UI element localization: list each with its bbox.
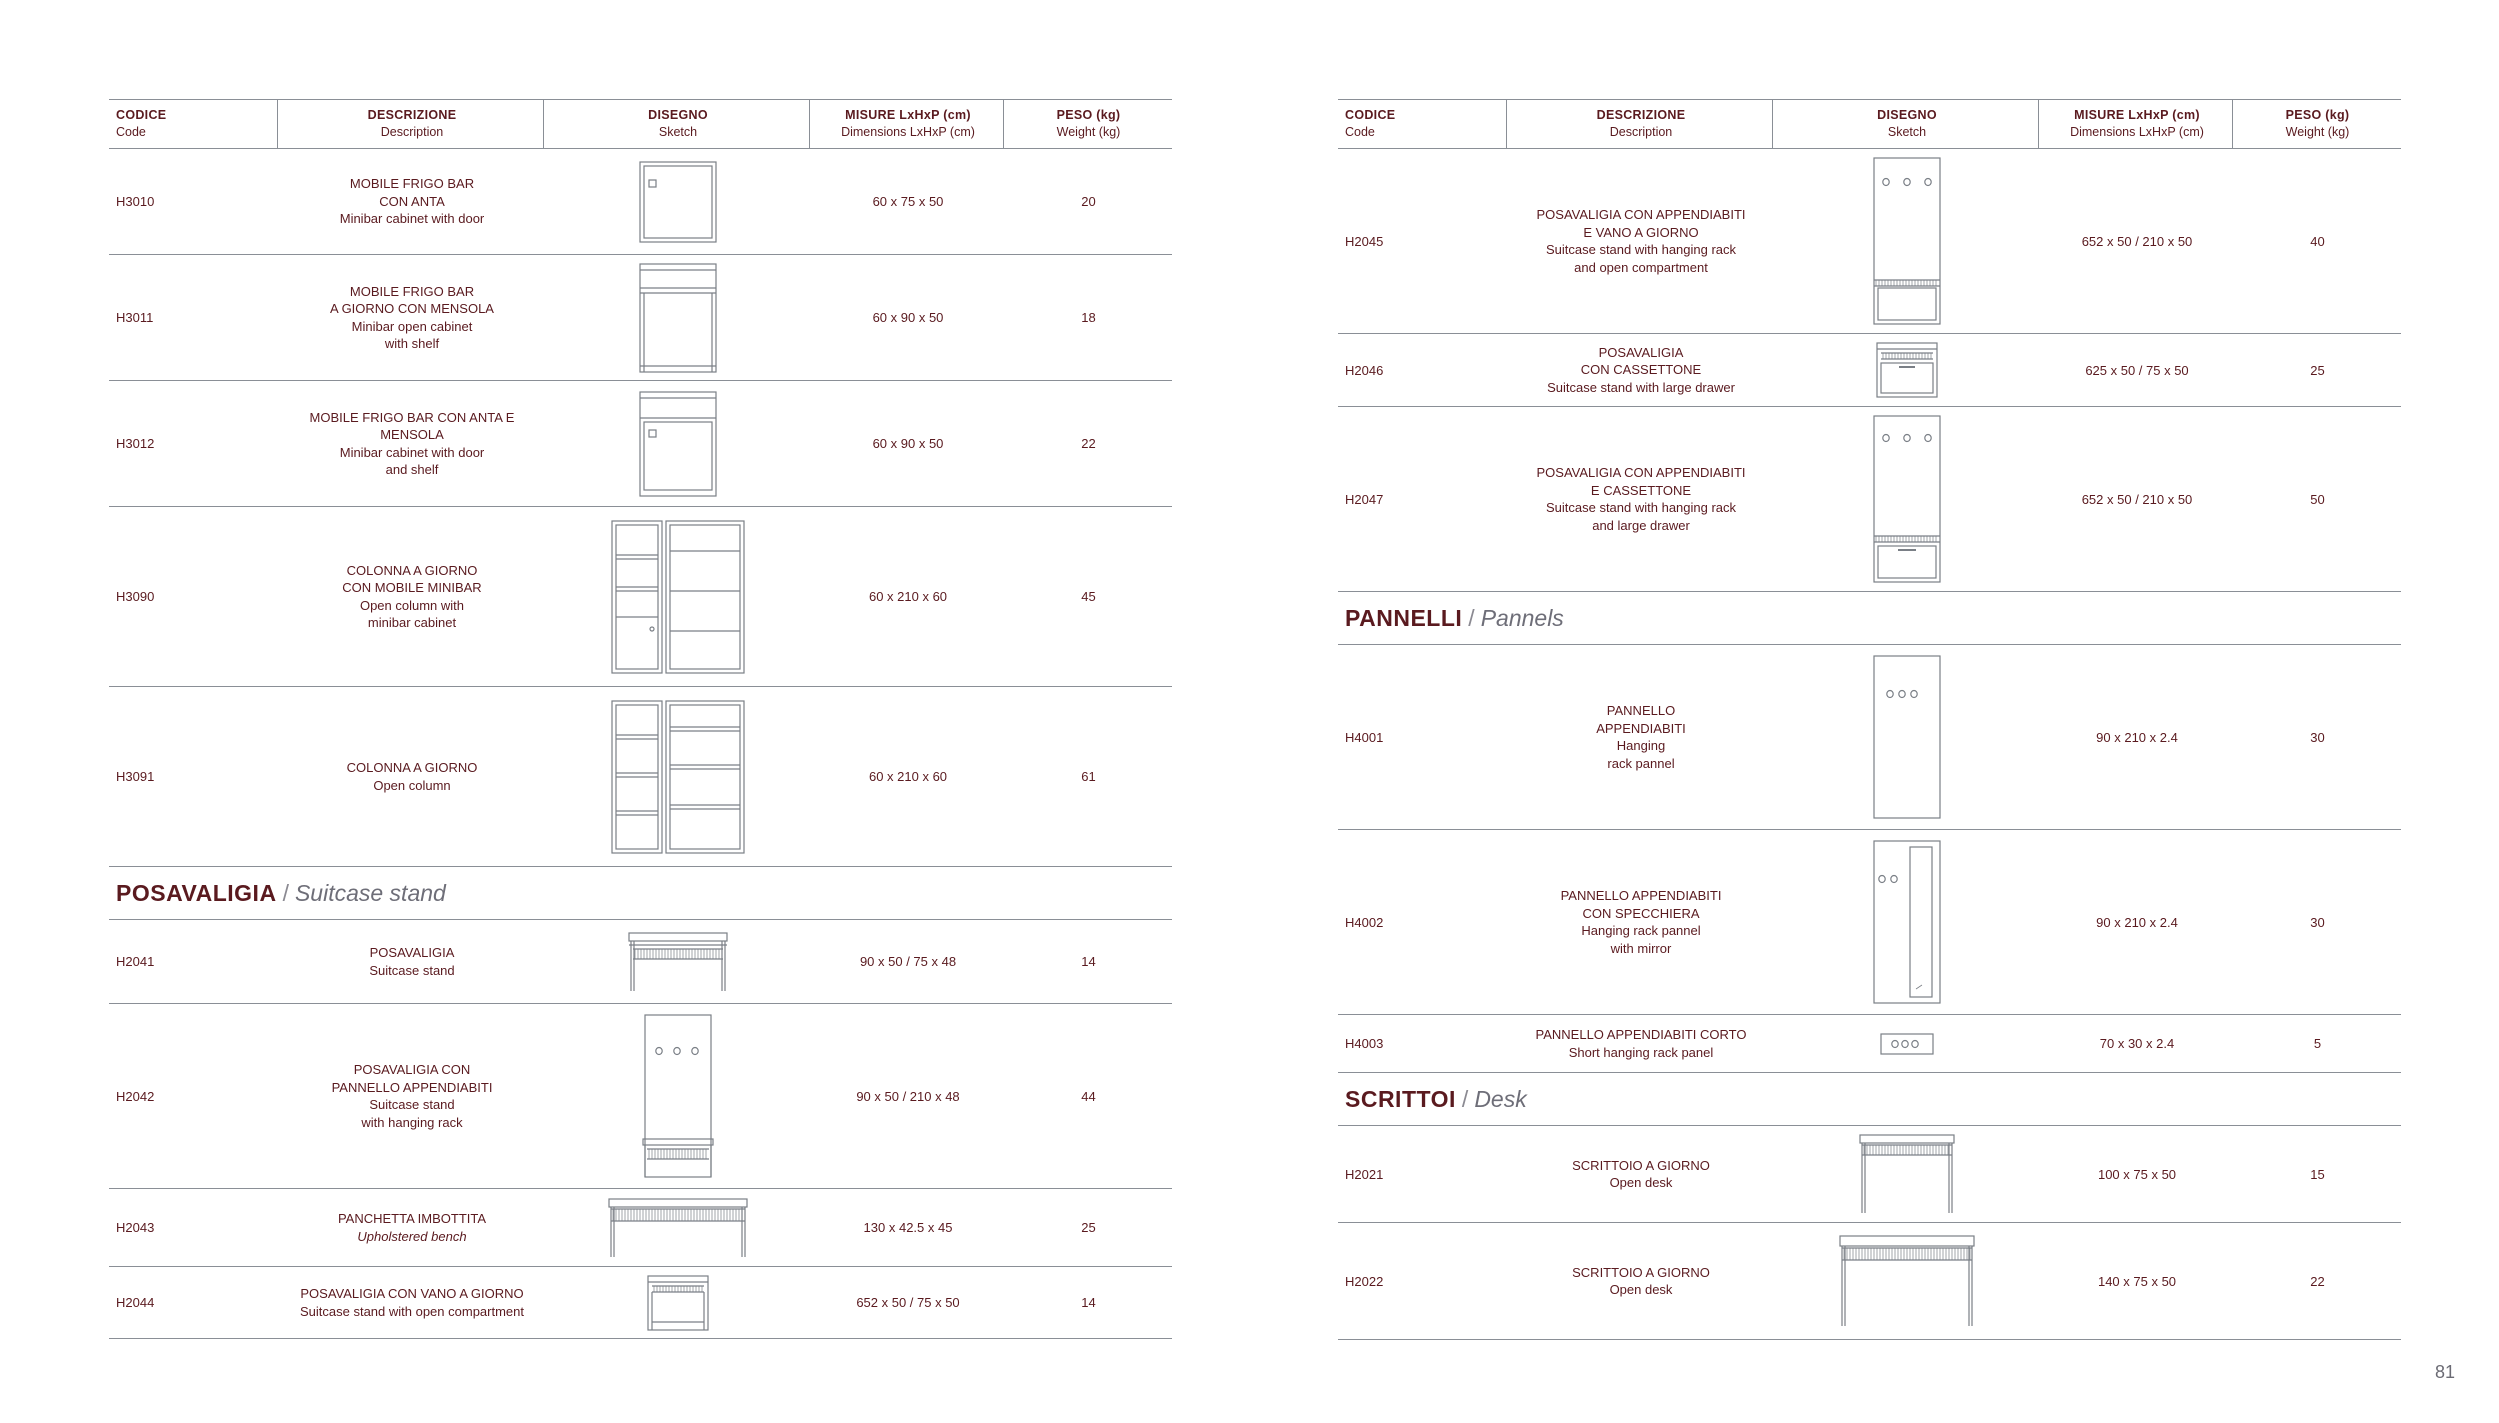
short-panel-icon	[1879, 1032, 1935, 1056]
description-line: A GIORNO CON MENSOLA	[330, 301, 494, 316]
table-row	[1338, 830, 2401, 1015]
product-dimensions: 652 x 50 / 75 x 50	[856, 1295, 960, 1310]
description-line: Minibar cabinet with door	[339, 211, 485, 227]
product-weight: 5	[2313, 1036, 2322, 1051]
product-weight: 14	[1081, 954, 1096, 969]
description-line: Suitcase stand	[369, 1097, 455, 1112]
product-dimensions: 60 x 90 x 50	[872, 310, 944, 325]
table-row	[1338, 1126, 2401, 1223]
product-dimensions: 90 x 50 / 75 x 48	[859, 954, 957, 969]
product-weight: 20	[1081, 194, 1096, 209]
product-weight: 30	[2310, 729, 2325, 745]
product-description	[279, 149, 545, 254]
header-description: DESCRIZIONE Description	[1596, 108, 1686, 139]
product-dimensions: 60 x 210 x 60	[868, 769, 948, 784]
product-code: H4001	[1345, 729, 1384, 745]
product-description	[279, 255, 545, 380]
description-line: APPENDIABITI	[1596, 720, 1686, 736]
bench-icon	[607, 1197, 749, 1259]
product-dimensions: 60 x 75 x 50	[872, 194, 944, 209]
desk-large-icon	[1838, 1234, 1976, 1328]
description-line: Open desk	[1609, 1175, 1673, 1190]
description-line: CON CASSETTONE	[1580, 362, 1702, 378]
table-row	[109, 149, 1172, 255]
product-code: H2043	[116, 1220, 155, 1235]
product-description	[279, 381, 545, 506]
product-dimensions: 70 x 30 x 2.4	[2099, 1036, 2175, 1051]
header-dimensions: MISURE LxHxP (cm) Dimensions LxHxP (cm)	[2070, 108, 2204, 139]
product-code: H3011	[116, 310, 154, 325]
header-sketch: DISEGNO Sketch	[1877, 108, 1937, 139]
description-line: Open desk	[1609, 1282, 1673, 1297]
description-line: MOBILE FRIGO BAR CON ANTA E	[309, 409, 515, 425]
product-weight: 15	[2310, 1166, 2325, 1182]
product-dimensions: 90 x 50 / 210 x 48	[856, 1088, 960, 1104]
description-line: Open column	[373, 777, 451, 793]
product-code: H2022	[1345, 1273, 1384, 1289]
product-description	[1508, 645, 1774, 829]
table-header	[109, 99, 1172, 149]
open-column-icon	[610, 699, 746, 855]
description-line: Suitcase stand with open compartment	[299, 1303, 524, 1319]
product-weight: 22	[1081, 436, 1096, 451]
product-description	[1508, 149, 1774, 333]
product-code: H3090	[116, 589, 155, 604]
left-table	[109, 99, 1172, 1339]
product-description	[279, 920, 545, 1003]
description-line: E VANO A GIORNO	[1583, 224, 1699, 240]
product-weight: 45	[1081, 589, 1096, 604]
hanging-panel-icon	[1872, 654, 1942, 820]
product-dimensions: 652 x 50 / 210 x 50	[2081, 491, 2193, 507]
description-line: MOBILE FRIGO BAR	[349, 176, 475, 192]
product-weight: 44	[1081, 1088, 1096, 1104]
suitcase-drawer-icon	[1875, 341, 1939, 399]
description-line: Suitcase stand with large drawer	[1547, 379, 1735, 395]
product-description	[279, 1004, 545, 1188]
product-weight: 18	[1081, 310, 1096, 325]
product-dimensions: 140 x 75 x 50	[2097, 1273, 2177, 1289]
table-row	[1338, 645, 2401, 830]
description-line: MENSOLA	[380, 427, 444, 442]
rack-drawer-icon	[1872, 414, 1942, 584]
product-dimensions: 625 x 50 / 75 x 50	[2085, 362, 2189, 378]
product-dimensions: 652 x 50 / 210 x 50	[2081, 233, 2193, 249]
suitcase-stand-rack-icon	[641, 1013, 715, 1179]
description-line: CON ANTA	[379, 193, 445, 209]
suitcase-stand-icon	[627, 931, 729, 993]
product-dimensions: 90 x 210 x 2.4	[2096, 914, 2178, 930]
product-description	[279, 1267, 545, 1338]
header-code: CODICE Code	[1345, 108, 1396, 139]
header-description: DESCRIZIONE Description	[367, 108, 457, 139]
product-weight: 61	[1081, 769, 1096, 784]
product-weight: 25	[1081, 1220, 1096, 1235]
description-line: POSAVALIGIA CON APPENDIABITI	[1536, 207, 1746, 222]
header-weight: PESO (kg) Weight (kg)	[2285, 108, 2350, 139]
table-header	[1338, 99, 2401, 149]
product-description	[279, 1189, 545, 1266]
hanging-panel-mirror-icon	[1872, 839, 1942, 1005]
right-table	[1338, 99, 2401, 1340]
product-weight: 40	[2310, 233, 2325, 249]
minibar-door-shelf-icon	[638, 390, 718, 498]
description-line: rack pannel	[1607, 755, 1675, 771]
product-weight: 50	[2310, 491, 2325, 507]
description-line: SCRITTOIO A GIORNO	[1572, 1157, 1710, 1173]
table-row	[109, 1267, 1172, 1339]
product-code: H3091	[116, 769, 155, 784]
product-description	[1508, 1015, 1774, 1072]
description-line: with hanging rack	[361, 1114, 463, 1130]
description-line: Suitcase stand	[369, 962, 455, 978]
description-line: PANNELLO APPENDIABITI	[1560, 888, 1722, 903]
description-line: PANCHETTA IMBOTTITA	[337, 1211, 487, 1226]
product-weight: 25	[2310, 362, 2325, 378]
product-code: H4003	[1345, 1036, 1384, 1051]
product-description	[1508, 830, 1774, 1014]
table-row	[109, 687, 1172, 867]
description-line: and large drawer	[1592, 517, 1690, 533]
column-minibar-icon	[610, 519, 746, 675]
table-row	[109, 255, 1172, 381]
desk-small-icon	[1858, 1133, 1956, 1215]
header-dimensions: MISURE LxHxP (cm) Dimensions LxHxP (cm)	[841, 108, 975, 139]
section-title: SCRITTOI / Desk	[1338, 1073, 2401, 1126]
table-row	[109, 1004, 1172, 1189]
product-description	[1508, 407, 1774, 591]
product-code: H2041	[116, 954, 155, 969]
product-code: H2047	[1345, 491, 1384, 507]
description-line: POSAVALIGIA CON APPENDIABITI	[1536, 465, 1746, 480]
description-line: SCRITTOIO A GIORNO	[1572, 1264, 1710, 1280]
description-line: PANNELLO APPENDIABITI CORTO	[1535, 1027, 1747, 1042]
minibar-open-shelf-icon	[638, 262, 718, 374]
description-line: CON MOBILE MINIBAR	[342, 580, 482, 595]
description-line: Suitcase stand with hanging rack	[1545, 500, 1737, 515]
table-row	[1338, 407, 2401, 592]
product-code: H2021	[1345, 1166, 1384, 1182]
product-weight: 14	[1081, 1295, 1096, 1310]
description-line: Short hanging rack panel	[1568, 1044, 1714, 1060]
description-line: Open column with	[359, 597, 465, 613]
page-number: 81	[2434, 1362, 2455, 1382]
product-dimensions: 60 x 210 x 60	[868, 589, 948, 604]
table-row	[109, 381, 1172, 507]
description-line: COLONNA A GIORNO	[346, 562, 478, 578]
section-title: POSAVALIGIA / Suitcase stand	[109, 867, 1172, 920]
description-line: with shelf	[384, 336, 440, 351]
header-code: CODICE Code	[116, 108, 167, 139]
description-line: and shelf	[385, 462, 439, 477]
description-line: POSAVALIGIA CON VANO A GIORNO	[300, 1286, 524, 1301]
table-row	[109, 507, 1172, 687]
description-line: Minibar open cabinet	[351, 318, 473, 334]
description-line: MOBILE FRIGO BAR	[349, 283, 475, 299]
description-line: PANNELLO	[1606, 703, 1676, 718]
table-row	[1338, 334, 2401, 407]
description-line: minibar cabinet	[367, 615, 457, 630]
product-weight: 30	[2310, 914, 2325, 930]
minibar-door-icon	[638, 160, 718, 244]
product-dimensions: 100 x 75 x 50	[2097, 1166, 2177, 1182]
product-code: H4002	[1345, 914, 1384, 930]
description-line: Minibar cabinet with door	[339, 444, 485, 460]
product-dimensions: 60 x 90 x 50	[872, 436, 944, 451]
table-row	[1338, 1223, 2401, 1340]
description-line: POSAVALIGIA CON	[353, 1062, 471, 1077]
product-weight: 22	[2310, 1273, 2325, 1289]
section-title: PANNELLI / Pannels	[1338, 592, 2401, 645]
product-dimensions: 130 x 42.5 x 45	[863, 1220, 953, 1235]
product-description	[1508, 334, 1774, 406]
header-sketch: DISEGNO Sketch	[648, 108, 708, 139]
rack-open-compartment-icon	[1872, 156, 1942, 326]
product-code: H3010	[116, 194, 155, 209]
description-line: PANNELLO APPENDIABITI	[331, 1079, 493, 1095]
description-line: COLONNA A GIORNO	[346, 760, 478, 775]
table-row	[1338, 1015, 2401, 1073]
product-code: H3012	[116, 436, 155, 451]
description-line: and open compartment	[1574, 259, 1708, 275]
description-line: Suitcase stand with hanging rack	[1545, 242, 1737, 257]
description-line: POSAVALIGIA	[1598, 344, 1684, 360]
product-description	[1508, 1223, 1774, 1339]
table-row	[109, 920, 1172, 1004]
table-row	[1338, 149, 2401, 334]
product-code: H2046	[1345, 362, 1384, 378]
header-weight: PESO (kg) Weight (kg)	[1056, 108, 1121, 139]
product-description	[1508, 1126, 1774, 1222]
product-code: H2045	[1345, 233, 1384, 249]
product-description	[279, 507, 545, 686]
description-line: E CASSETTONE	[1590, 482, 1692, 498]
table-row	[109, 1189, 1172, 1267]
description-line: Hanging	[1616, 738, 1666, 753]
description-line: Hanging rack pannel	[1581, 923, 1701, 938]
description-line: Upholstered bench	[357, 1228, 467, 1244]
product-code: H2042	[116, 1088, 155, 1104]
suitcase-open-compartment-icon	[646, 1274, 710, 1332]
product-description	[279, 687, 545, 866]
description-line: with mirror	[1610, 940, 1672, 956]
description-line: POSAVALIGIA	[369, 945, 455, 960]
product-code: H2044	[116, 1295, 155, 1310]
description-line: CON SPECCHIERA	[1582, 905, 1700, 921]
product-dimensions: 90 x 210 x 2.4	[2096, 729, 2178, 745]
